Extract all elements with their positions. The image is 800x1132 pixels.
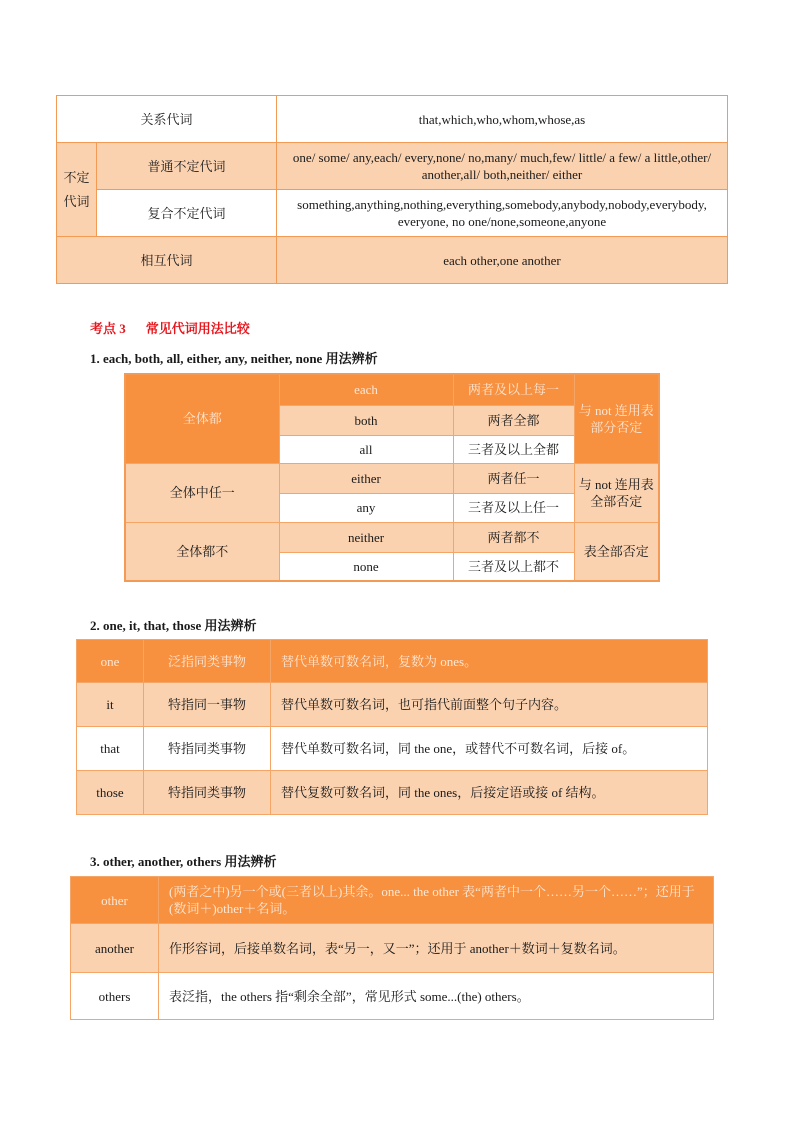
- row-content: something,anything,nothing,everything,somebody,anybody,nobody,everybody, everyone, no one/none,someone,anyone: [277, 190, 728, 237]
- word-cell: either: [279, 463, 453, 493]
- word-cell: both: [279, 405, 453, 435]
- table-row: [77, 683, 708, 727]
- type-cell: 特指同类事物: [144, 771, 271, 815]
- table-row: [71, 924, 714, 973]
- note-cell: 与 not 连用表全部否定: [574, 463, 659, 522]
- usage-cell: (两者之中)另一个或(三者以上)其余。one... the other 表“两者中一个……另一个……”；还用于(数词＋)other＋名词。: [159, 877, 714, 924]
- usage-cell: 替代复数可数名词，同 the ones，后接定语或接 of 结构。: [271, 771, 708, 815]
- table-row: [77, 771, 708, 815]
- word-cell: other: [71, 877, 159, 924]
- subheading-1: 1. each, both, all, either, any, neither, none 用法辨析: [90, 351, 378, 366]
- word-cell: that: [77, 727, 144, 771]
- table-row: [57, 190, 728, 237]
- meaning-cell: 三者及以上任一: [453, 493, 574, 522]
- word-cell: all: [279, 435, 453, 463]
- row-content: one/ some/ any,each/ every,none/ no,many/ much,few/ little/ a few/ a little,other/ another,all/ both,neither/ either: [277, 143, 728, 190]
- meaning-cell: 两者全都: [453, 405, 574, 435]
- word-cell: it: [77, 683, 144, 727]
- usage-cell: 作形容词，后接单数名词，表“另一，又一”；还用于 another＋数词＋复数名词。: [159, 924, 714, 973]
- type-cell: 特指同类事物: [144, 727, 271, 771]
- table-row: [125, 463, 659, 493]
- row-label: 相互代词: [57, 237, 277, 284]
- row-label: 普通不定代词: [97, 143, 277, 190]
- type-cell: 特指同一事物: [144, 683, 271, 727]
- row-label: 复合不定代词: [97, 190, 277, 237]
- meaning-cell: 三者及以上全都: [453, 435, 574, 463]
- usage-cell: 替代单数可数名词，复数为 ones。: [271, 640, 708, 683]
- table-row: [57, 143, 728, 190]
- word-cell: others: [71, 973, 159, 1020]
- meaning-cell: 两者都不: [453, 522, 574, 552]
- meaning-cell: 两者及以上每一: [453, 374, 574, 405]
- section-title: 常见代词用法比较: [145, 321, 250, 336]
- group-name: 全体都: [125, 374, 279, 463]
- word-cell: those: [77, 771, 144, 815]
- each-both-all-table: [124, 373, 660, 582]
- table-row: [125, 522, 659, 552]
- table-row: [57, 237, 728, 284]
- word-cell: neither: [279, 522, 453, 552]
- one-it-that-those-table: [76, 639, 708, 815]
- subheading-3: 3. other, another, others 用法辨析: [90, 854, 277, 869]
- row-content: each other,one another: [277, 237, 728, 284]
- type-cell: 泛指同类事物: [144, 640, 271, 683]
- word-cell: one: [77, 640, 144, 683]
- table-row: [77, 640, 708, 683]
- word-cell: another: [71, 924, 159, 973]
- row-content: that,which,who,whom,whose,as: [277, 96, 728, 143]
- note-cell: 与 not 连用表部分否定: [574, 374, 659, 463]
- group-name: 全体中任一: [125, 463, 279, 522]
- meaning-cell: 三者及以上都不: [453, 552, 574, 581]
- table-row: [71, 877, 714, 924]
- table-row: [125, 374, 659, 405]
- table-row: [57, 96, 728, 143]
- usage-cell: 表泛指，the others 指“剩余全部”，常见形式 some...(the) others。: [159, 973, 714, 1020]
- section-heading: [90, 318, 250, 337]
- word-cell: each: [279, 374, 453, 405]
- table-row: [71, 973, 714, 1020]
- row-label: 关系代词: [57, 96, 277, 143]
- meaning-cell: 两者任一: [453, 463, 574, 493]
- usage-cell: 替代单数可数名词，也可指代前面整个句子内容。: [271, 683, 708, 727]
- subheading-2: 2. one, it, that, those 用法辨析: [90, 618, 257, 633]
- group-label: 不定代词: [57, 143, 97, 237]
- section-number: 考点 3: [90, 321, 126, 336]
- word-cell: any: [279, 493, 453, 522]
- pronoun-types-table: [56, 95, 728, 284]
- word-cell: none: [279, 552, 453, 581]
- note-cell: 表全部否定: [574, 522, 659, 581]
- other-another-others-table: [70, 876, 714, 1020]
- usage-cell: 替代单数可数名词，同 the one，或替代不可数名词，后接 of。: [271, 727, 708, 771]
- group-name: 全体都不: [125, 522, 279, 581]
- table-row: [77, 727, 708, 771]
